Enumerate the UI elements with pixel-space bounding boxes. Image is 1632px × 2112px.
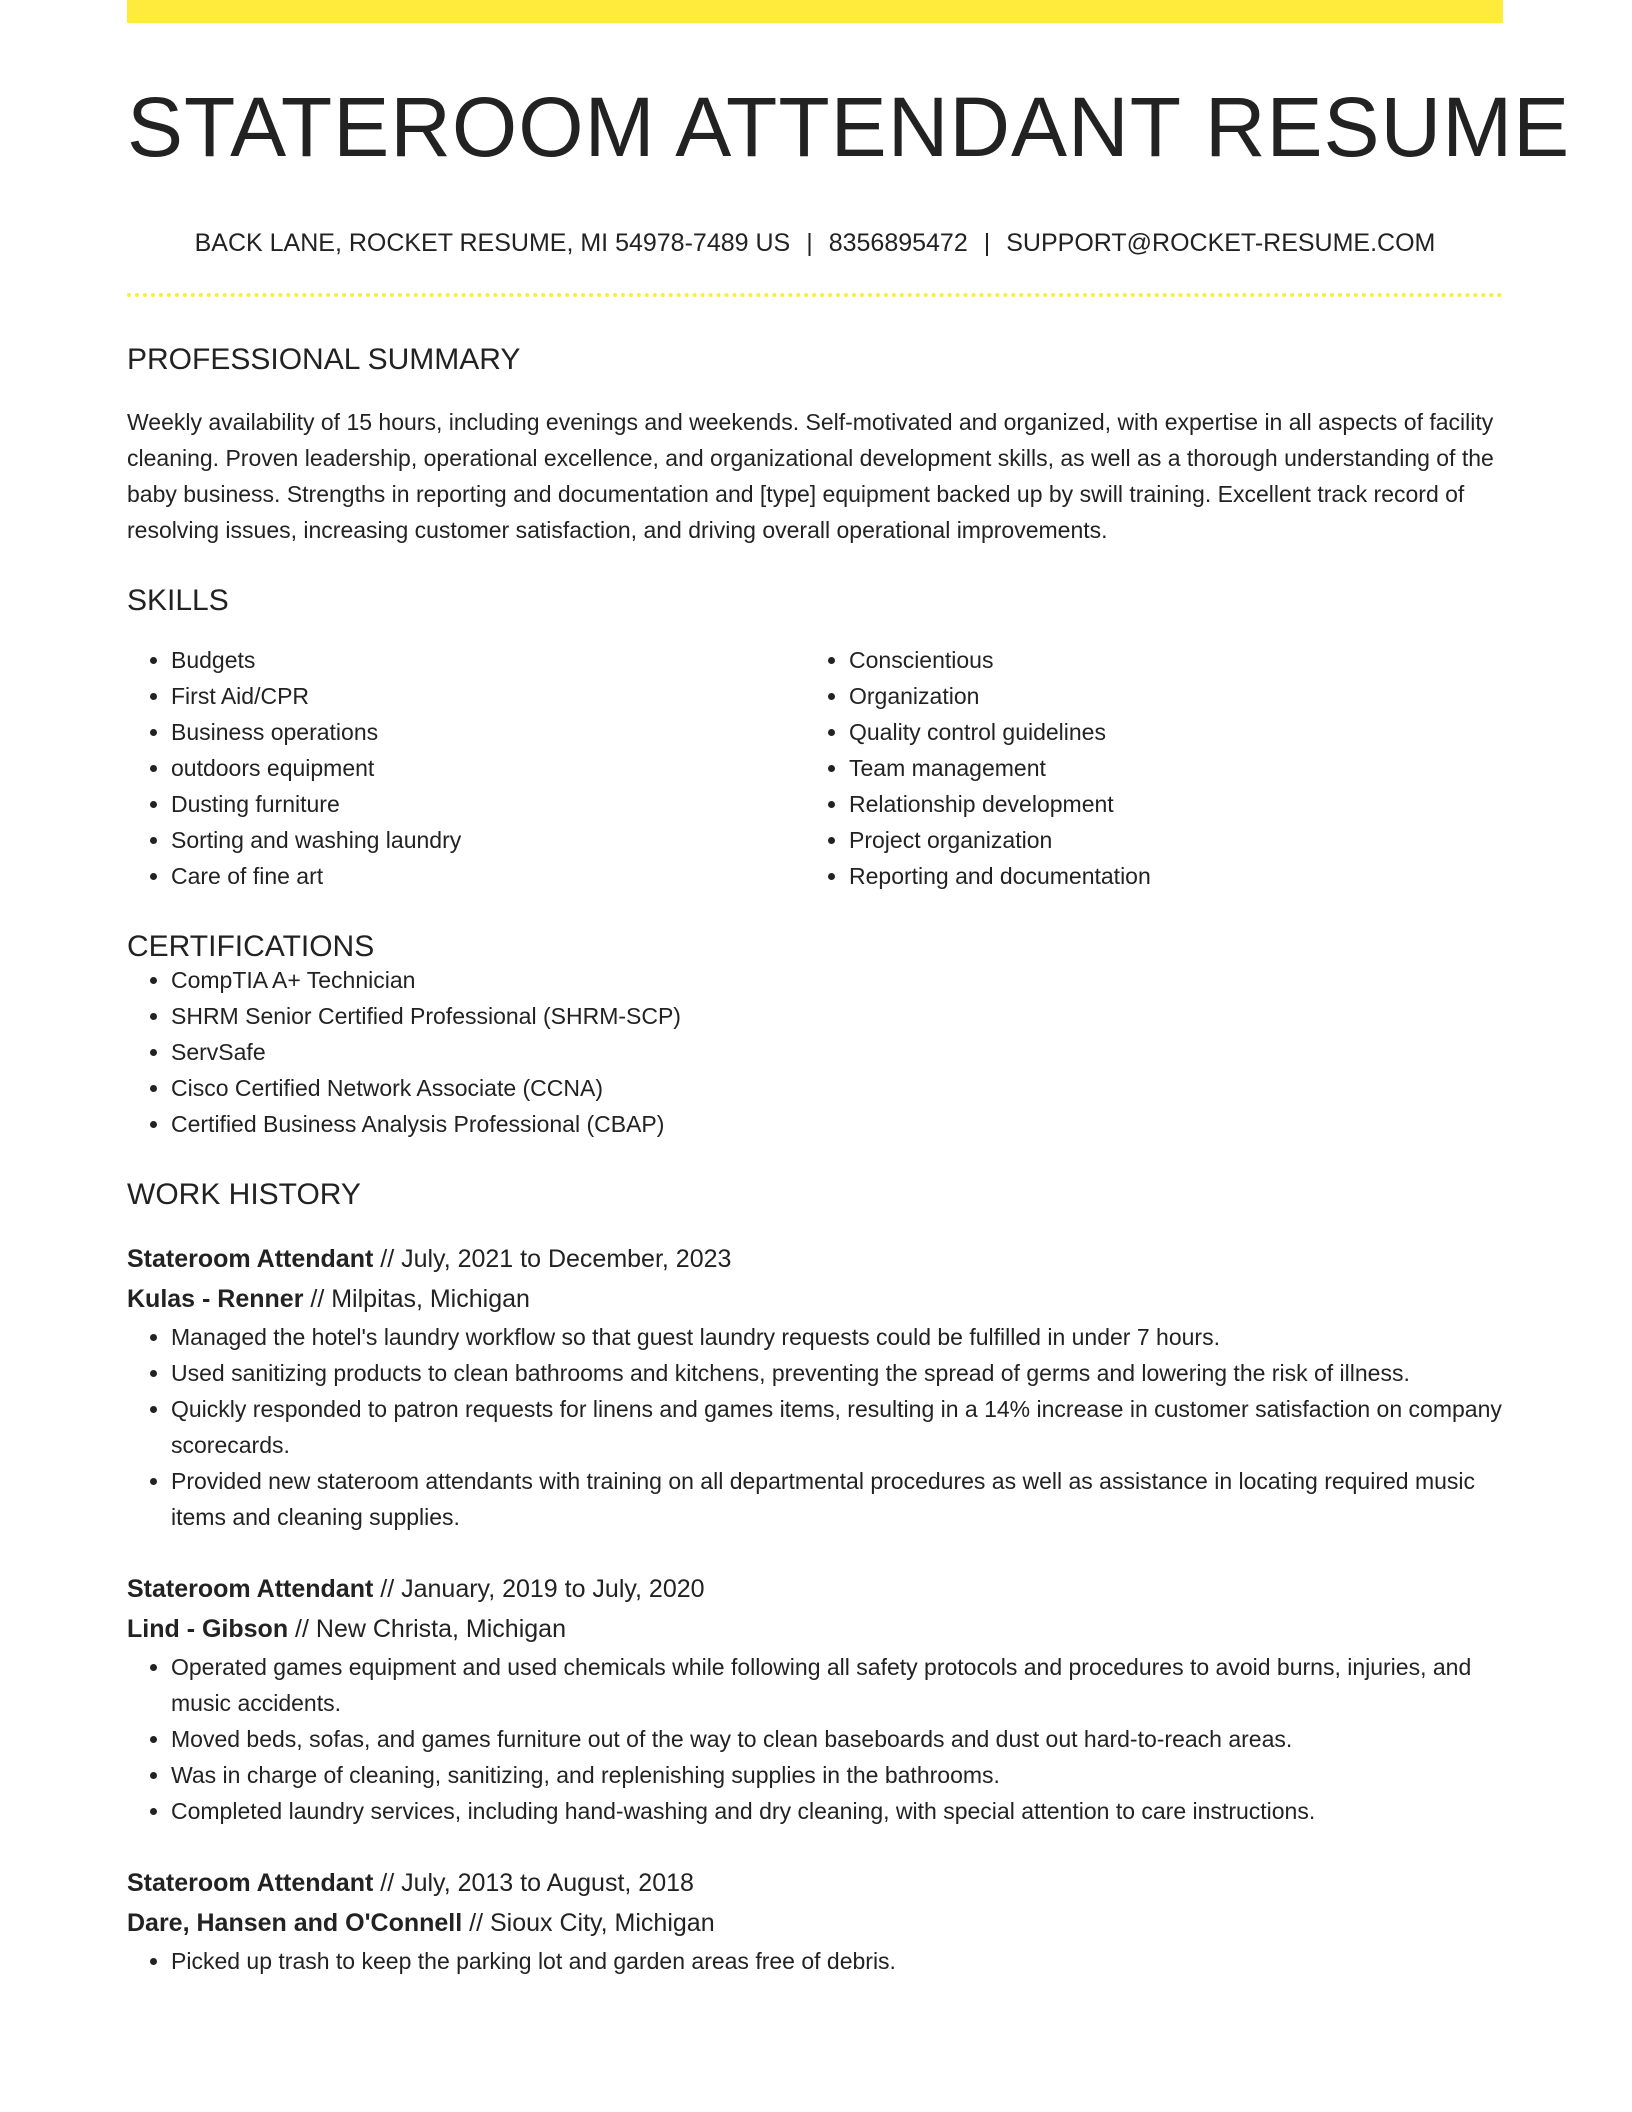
job-company: Lind - Gibson (127, 1615, 289, 1643)
work-history-heading: WORK HISTORY (127, 1178, 361, 1211)
job-company-line (127, 1609, 1503, 1649)
skills-columns (127, 642, 1503, 894)
skill-item: • Business operations (171, 714, 805, 750)
job-location: // New Christa, Michigan (295, 1615, 566, 1643)
certifications-heading: CERTIFICATIONS (127, 930, 375, 963)
job-company-line (127, 1903, 1503, 1943)
job-duty: • Operated games equipment and used chemicals while following all safety protocols and procedures to avoid burns, injuries, and music accidents. (171, 1649, 1503, 1721)
job-location: // Milpitas, Michigan (310, 1285, 530, 1313)
skill-item: • Project organization (849, 822, 1483, 858)
skills-right-list (805, 642, 1483, 894)
dotted-divider (127, 293, 1503, 297)
skill-item: • Sorting and washing laundry (171, 822, 805, 858)
job-duty: • Provided new stateroom attendants with training on all departmental procedures as well as assistance in locating required music items and cleaning supplies. (171, 1463, 1503, 1535)
skill-item: • First Aid/CPR (171, 678, 805, 714)
job-title-line (127, 1569, 1503, 1609)
job-title-line (127, 1863, 1503, 1903)
skill-item: • Team management (849, 750, 1483, 786)
job-company-line (127, 1279, 1503, 1319)
job-duty: • Completed laundry services, including hand-washing and dry cleaning, with special attention to care instructions. (171, 1793, 1503, 1829)
job-title: Stateroom Attendant (127, 1869, 374, 1897)
top-accent-bar (127, 0, 1503, 23)
job-entry (127, 1863, 1503, 1979)
job-duties-list (127, 1649, 1503, 1829)
job-company: Dare, Hansen and O'Connell (127, 1909, 463, 1937)
job-duty: • Was in charge of cleaning, sanitizing, and replenishing supplies in the bathrooms. (171, 1757, 1503, 1793)
job-dates: // January, 2019 to July, 2020 (380, 1575, 705, 1603)
job-location: // Sioux City, Michigan (469, 1909, 715, 1937)
certifications-list (127, 962, 1503, 1142)
certification-item: • Certified Business Analysis Professional (CBAP) (171, 1106, 1503, 1142)
skills-right-column (805, 642, 1483, 894)
job-duty: • Picked up trash to keep the parking lot and garden areas free of debris. (171, 1943, 1503, 1979)
skill-item: • Conscientious (849, 642, 1483, 678)
skill-item: • Relationship development (849, 786, 1483, 822)
job-duties-list (127, 1943, 1503, 1979)
contact-line (127, 231, 1503, 256)
contact-separator: | (806, 229, 813, 257)
skills-left-column (127, 642, 805, 894)
job-title: Stateroom Attendant (127, 1245, 374, 1273)
job-duty: • Moved beds, sofas, and games furniture out of the way to clean baseboards and dust out hard-to-reach areas. (171, 1721, 1503, 1757)
contact-phone: 8356895472 (828, 229, 968, 257)
certification-item: • CompTIA A+ Technician (171, 962, 1503, 998)
skill-item: • Organization (849, 678, 1483, 714)
skill-item: • Quality control guidelines (849, 714, 1483, 750)
certification-item: • ServSafe (171, 1034, 1503, 1070)
summary-text: Weekly availability of 15 hours, including evenings and weekends. Self-motivated and organized, with expertise in all aspects of facility cleaning. Proven leadership, operational excellence, and organizational development skills, as well as a thorough understanding of the baby business. Strengths in reporting and documentation and [type] equipment backed up by swill training. Excellent track record of resolving issues, increasing customer satisfaction, and driving overall operational improvements. (127, 409, 1494, 543)
job-duty: • Used sanitizing products to clean bathrooms and kitchens, preventing the spread of germs and lowering the risk of illness. (171, 1355, 1503, 1391)
summary-heading: PROFESSIONAL SUMMARY (127, 343, 521, 376)
contact-address: BACK LANE, ROCKET RESUME, MI 54978-7489 US (194, 229, 791, 257)
skill-item: • outdoors equipment (171, 750, 805, 786)
resume-title: STATEROOM ATTENDANT RESUME (127, 80, 1571, 174)
contact-email: SUPPORT@ROCKET-RESUME.COM (1006, 229, 1436, 257)
job-title-line (127, 1239, 1503, 1279)
certification-item: • Cisco Certified Network Associate (CCNA) (171, 1070, 1503, 1106)
skills-left-list (127, 642, 805, 894)
skill-item: • Care of fine art (171, 858, 805, 894)
job-duty: • Managed the hotel's laundry workflow so that guest laundry requests could be fulfilled in under 7 hours. (171, 1319, 1503, 1355)
job-duty: • Quickly responded to patron requests for linens and games items, resulting in a 14% increase in customer satisfaction on company scorecards. (171, 1391, 1503, 1463)
skills-heading: SKILLS (127, 584, 229, 617)
resume-page (127, 0, 1571, 1979)
job-entry (127, 1569, 1503, 1829)
contact-separator: | (983, 229, 991, 257)
job-company: Kulas - Renner (127, 1285, 304, 1313)
job-entry (127, 1239, 1503, 1535)
skill-item: • Dusting furniture (171, 786, 805, 822)
skill-item: • Budgets (171, 642, 805, 678)
certification-item: • SHRM Senior Certified Professional (SHRM-SCP) (171, 998, 1503, 1034)
job-dates: // July, 2013 to August, 2018 (380, 1869, 694, 1897)
job-duties-list (127, 1319, 1503, 1535)
job-dates: // July, 2021 to December, 2023 (380, 1245, 732, 1273)
job-title: Stateroom Attendant (127, 1575, 374, 1603)
skill-item: • Reporting and documentation (849, 858, 1483, 894)
